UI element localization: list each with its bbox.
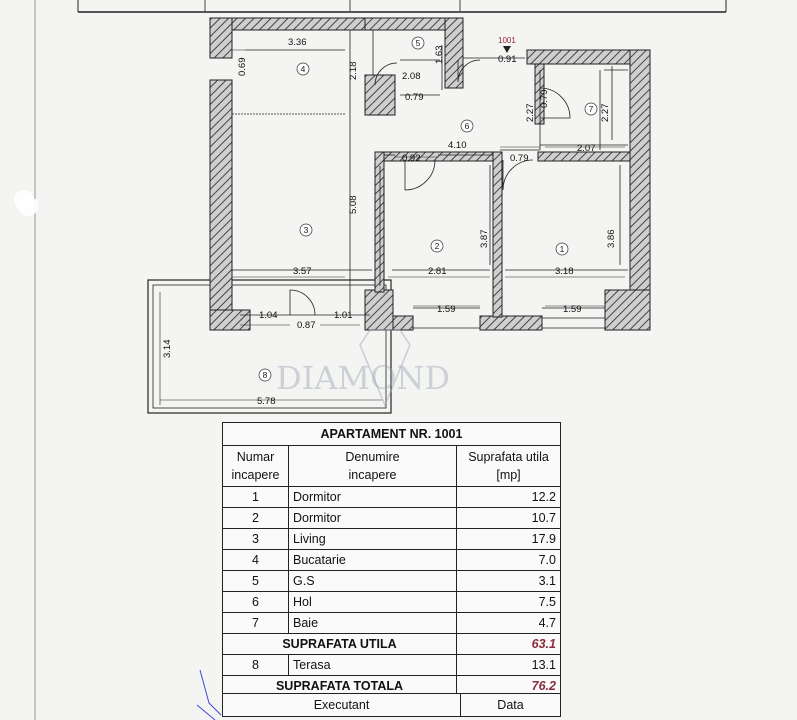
dim-label: 2.81 xyxy=(428,266,447,277)
area-table xyxy=(222,422,561,697)
terasa-row: 8 Terasa 13.1 xyxy=(223,655,561,676)
dim-label: 0.79 xyxy=(405,92,424,103)
dim-label: 2.08 xyxy=(402,71,421,82)
dim-label: 3.57 xyxy=(293,266,312,277)
table-title: APARTAMENT NR. 1001 xyxy=(223,423,561,446)
dim-label: 0.69 xyxy=(237,57,248,76)
signature-table xyxy=(222,693,561,717)
dim-label: 2.18 xyxy=(348,61,359,80)
dim-label: 3.18 xyxy=(555,266,574,277)
entry-marker xyxy=(498,36,516,53)
table-row: 5 G.S 3.1 xyxy=(223,571,561,592)
room-marker-7 xyxy=(585,103,597,115)
pen-mark xyxy=(195,665,225,720)
punch-hole xyxy=(18,196,38,216)
walls xyxy=(210,18,650,330)
header-denumire: Denumire incapere xyxy=(289,446,457,487)
dim-label: 3.36 xyxy=(288,37,307,48)
data-cell: Data xyxy=(461,694,561,717)
table-row: 4 Bucatarie 7.0 xyxy=(223,550,561,571)
watermark-text: DIAMOND xyxy=(276,359,451,397)
svg-text:4: 4 xyxy=(300,64,306,74)
room-marker-8 xyxy=(259,369,271,381)
dim-label: 2.27 xyxy=(600,103,611,122)
svg-text:8: 8 xyxy=(262,370,268,380)
executant-cell: Executant xyxy=(223,694,461,717)
table-row: 6 Hol 7.5 xyxy=(223,592,561,613)
suprafata-utila-row: SUPRAFATA UTILA 63.1 xyxy=(223,634,561,655)
table-row: 1 Dormitor 12.2 xyxy=(223,487,561,508)
dim-label: 0.79 xyxy=(510,153,529,164)
dim-label: 3.14 xyxy=(162,339,173,358)
dim-label: 1.04 xyxy=(259,310,278,321)
table-row: 7 Baie 4.7 xyxy=(223,613,561,634)
table-row: 3 Living 17.9 xyxy=(223,529,561,550)
room-marker-3 xyxy=(300,224,312,236)
dim-label: 1.63 xyxy=(434,45,445,64)
dim-label: 1.01 xyxy=(334,310,353,321)
dim-label: 0.92 xyxy=(402,153,421,164)
watermark-logo xyxy=(276,330,450,405)
room-marker-2 xyxy=(431,240,443,252)
svg-text:7: 7 xyxy=(588,104,594,114)
header-suprafata: Suprafata utila [mp] xyxy=(457,446,561,487)
svg-text:2: 2 xyxy=(434,241,440,251)
svg-text:3: 3 xyxy=(303,225,309,235)
room-marker-1 xyxy=(556,243,568,255)
dim-label: 1.59 xyxy=(563,304,582,315)
room-marker-5 xyxy=(412,37,424,49)
suprafata-totala-row: SUPRAFATA TOTALA 76.2 xyxy=(223,676,561,697)
dim-label: 0.91 xyxy=(498,54,517,65)
apartment-entry-label: 1001 xyxy=(498,36,516,45)
dim-label: 5.78 xyxy=(257,396,276,407)
svg-text:6: 6 xyxy=(464,121,470,131)
dim-label: 3.86 xyxy=(606,229,617,248)
svg-text:5: 5 xyxy=(415,38,421,48)
dim-label: 2.27 xyxy=(525,103,536,122)
dim-label: 3.87 xyxy=(479,229,490,248)
dim-label: 5.08 xyxy=(348,195,359,214)
room-marker-6 xyxy=(461,120,473,132)
dim-label: 1.59 xyxy=(437,304,456,315)
header-numar: Numar incapere xyxy=(223,446,289,487)
dim-label: 4.10 xyxy=(448,140,467,151)
svg-text:1: 1 xyxy=(559,244,565,254)
dim-label: 0.79 xyxy=(539,89,550,108)
dim-label: 2.07 xyxy=(577,143,596,154)
table-row: 2 Dormitor 10.7 xyxy=(223,508,561,529)
dim-label: 0.87 xyxy=(297,320,316,331)
room-marker-4 xyxy=(297,63,309,75)
